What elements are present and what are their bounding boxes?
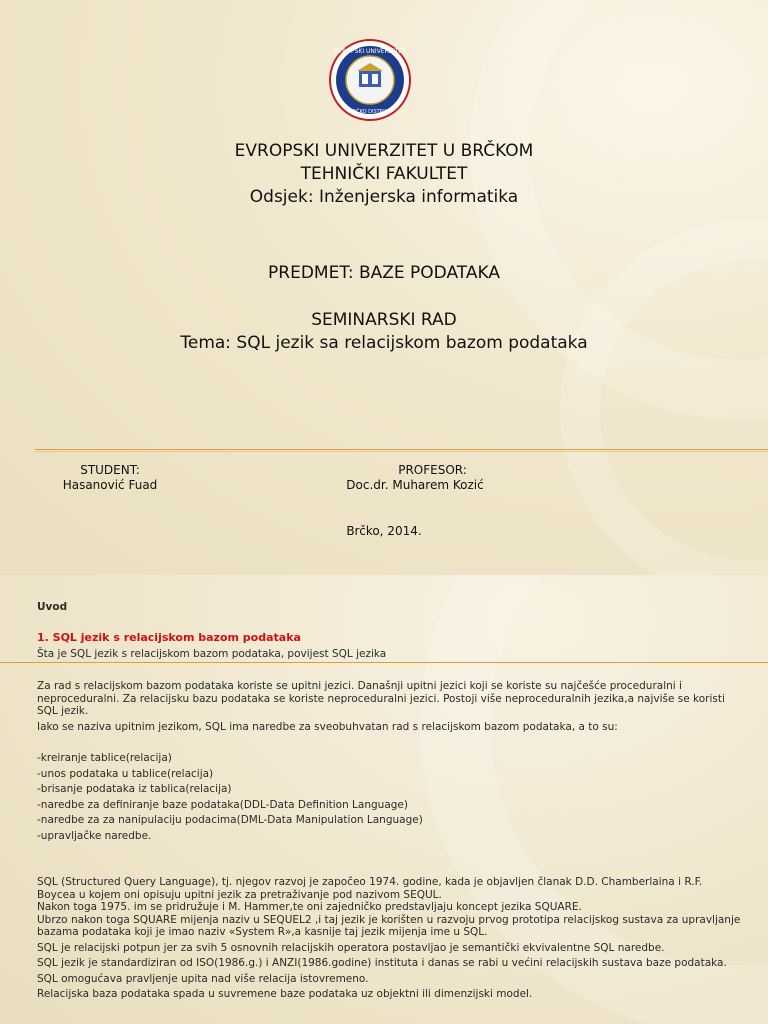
professor-block: [320, 463, 510, 493]
date-place: Brčko, 2014.: [346, 524, 422, 538]
list-item: -kreiranje tablice(relacija): [37, 752, 172, 764]
header-divider: [0, 662, 768, 663]
seal-text-bottom: BRČKO DISTRIKT: [349, 109, 391, 115]
list-item: -unos podataka u tablice(relacija): [37, 767, 214, 780]
list-item: -naredbe za za nanipulaciju podacima(DML-Data Manipulation Language): [37, 814, 423, 826]
seal-text-top: EVROPSKI UNIVERZITET: [334, 48, 406, 55]
subject-title: PREDMET: BAZE PODATAKA: [268, 263, 500, 283]
intro-heading: [37, 601, 742, 614]
section-subtitle: [37, 648, 742, 661]
university-name: EVROPSKI UNIVERZITET U BRČKOM: [234, 141, 534, 161]
history-paragraph: SQL je relacijski potpun jer za svih 5 osnovnih relacijskih operatora postavljao je semantički ekvivalentne SQL naredbe.: [37, 941, 665, 954]
university-seal-icon: [329, 39, 411, 121]
professor-label: PROFESOR:: [398, 463, 467, 477]
list-item: -upravljačke naredbe.: [37, 829, 152, 842]
history-paragraph: Nakon toga 1975. im se pridružuje i M. Hammer,te oni zajedničko predstavljaju koncept jezika SQUARE.: [37, 901, 582, 913]
paragraph-2: [37, 721, 742, 734]
history-paragraph: SQL omogućava pravljenje upita nad više relacija istovremeno.: [37, 972, 369, 985]
section-title: [37, 632, 742, 645]
history-paragraph: SQL jezik je standardiziran od ISO(1986.g.) i ANZI(1986.godine) instituta i danas se rabi u većini relacijskih sustava baze podataka.: [37, 957, 727, 969]
list-item: -brisanje podataka iz tablica(relacija): [37, 783, 232, 795]
paragraph-1-text: Za rad s relacijskom bazom podataka koriste se upitni jezici. Današnji upitni jezici koji se koriste su najčešće proceduralni i neproceduralni. Za relacijsku bazu podataka se koriste neproceduralni jezici. Postoji više neproceduralnih jezika,a najviše se koristi SQL jezik.: [37, 680, 725, 717]
student-block: [40, 463, 180, 493]
section-title-text: 1. SQL jezik s relacijskom bazom podataka: [37, 631, 301, 644]
topic-title: Tema: SQL jezik sa relacijskom bazom podataka: [180, 333, 588, 353]
command-list: [37, 752, 742, 842]
professor-name: Doc.dr. Muharem Kozić: [346, 478, 484, 492]
paragraph-2-text: Iako se naziva upitnim jezikom, SQL ima naredbe za sveobuhvatan rad s relacijskom bazom podataka, a to su:: [37, 721, 618, 733]
divider-line: [35, 451, 768, 452]
student-label: STUDENT:: [80, 463, 140, 477]
history-paragraph: Relacijska baza podataka spada u suvremene baze podataka uz objektni ili dimenzijski model.: [37, 988, 533, 1000]
list-item: -naredbe za definiranje baze podataka(DDL-Data Definition Language): [37, 798, 408, 811]
faculty-name: TEHNIČKI FAKULTET: [300, 164, 468, 184]
intro-heading-text: Uvod: [37, 601, 68, 613]
section-subtitle-text: Šta je SQL jezik s relacijskom bazom podataka, povijest SQL jezika: [37, 648, 387, 660]
department-name: Odsjek: Inženjerska informatika: [249, 187, 519, 207]
student-name: Hasanović Fuad: [62, 478, 158, 492]
history-paragraph: Ubrzo nakon toga SQUARE mijenja naziv u SEQUEL2 ,i taj jezik je korišten u razvoju prvog prototipa relacijskog sustava za upravljanje bazama podataka koji je imao naziv «System R»,a kasnije taj jezik mijenja ime u SQL.: [37, 913, 741, 938]
history-paragraph: SQL (Structured Query Language), tj. njegov razvoj je započeo 1974. godine, kada je objavljen članak D.D. Chamberlaina i R.F. Boycea u kojem oni opisuju upitni jezik za pretraživanje pod nazivom SEQUL.: [37, 876, 703, 901]
document-type: SEMINARSKI RAD: [311, 310, 457, 330]
history-section: [37, 876, 742, 1001]
paragraph-1: [37, 680, 742, 718]
divider-line: [35, 449, 768, 450]
